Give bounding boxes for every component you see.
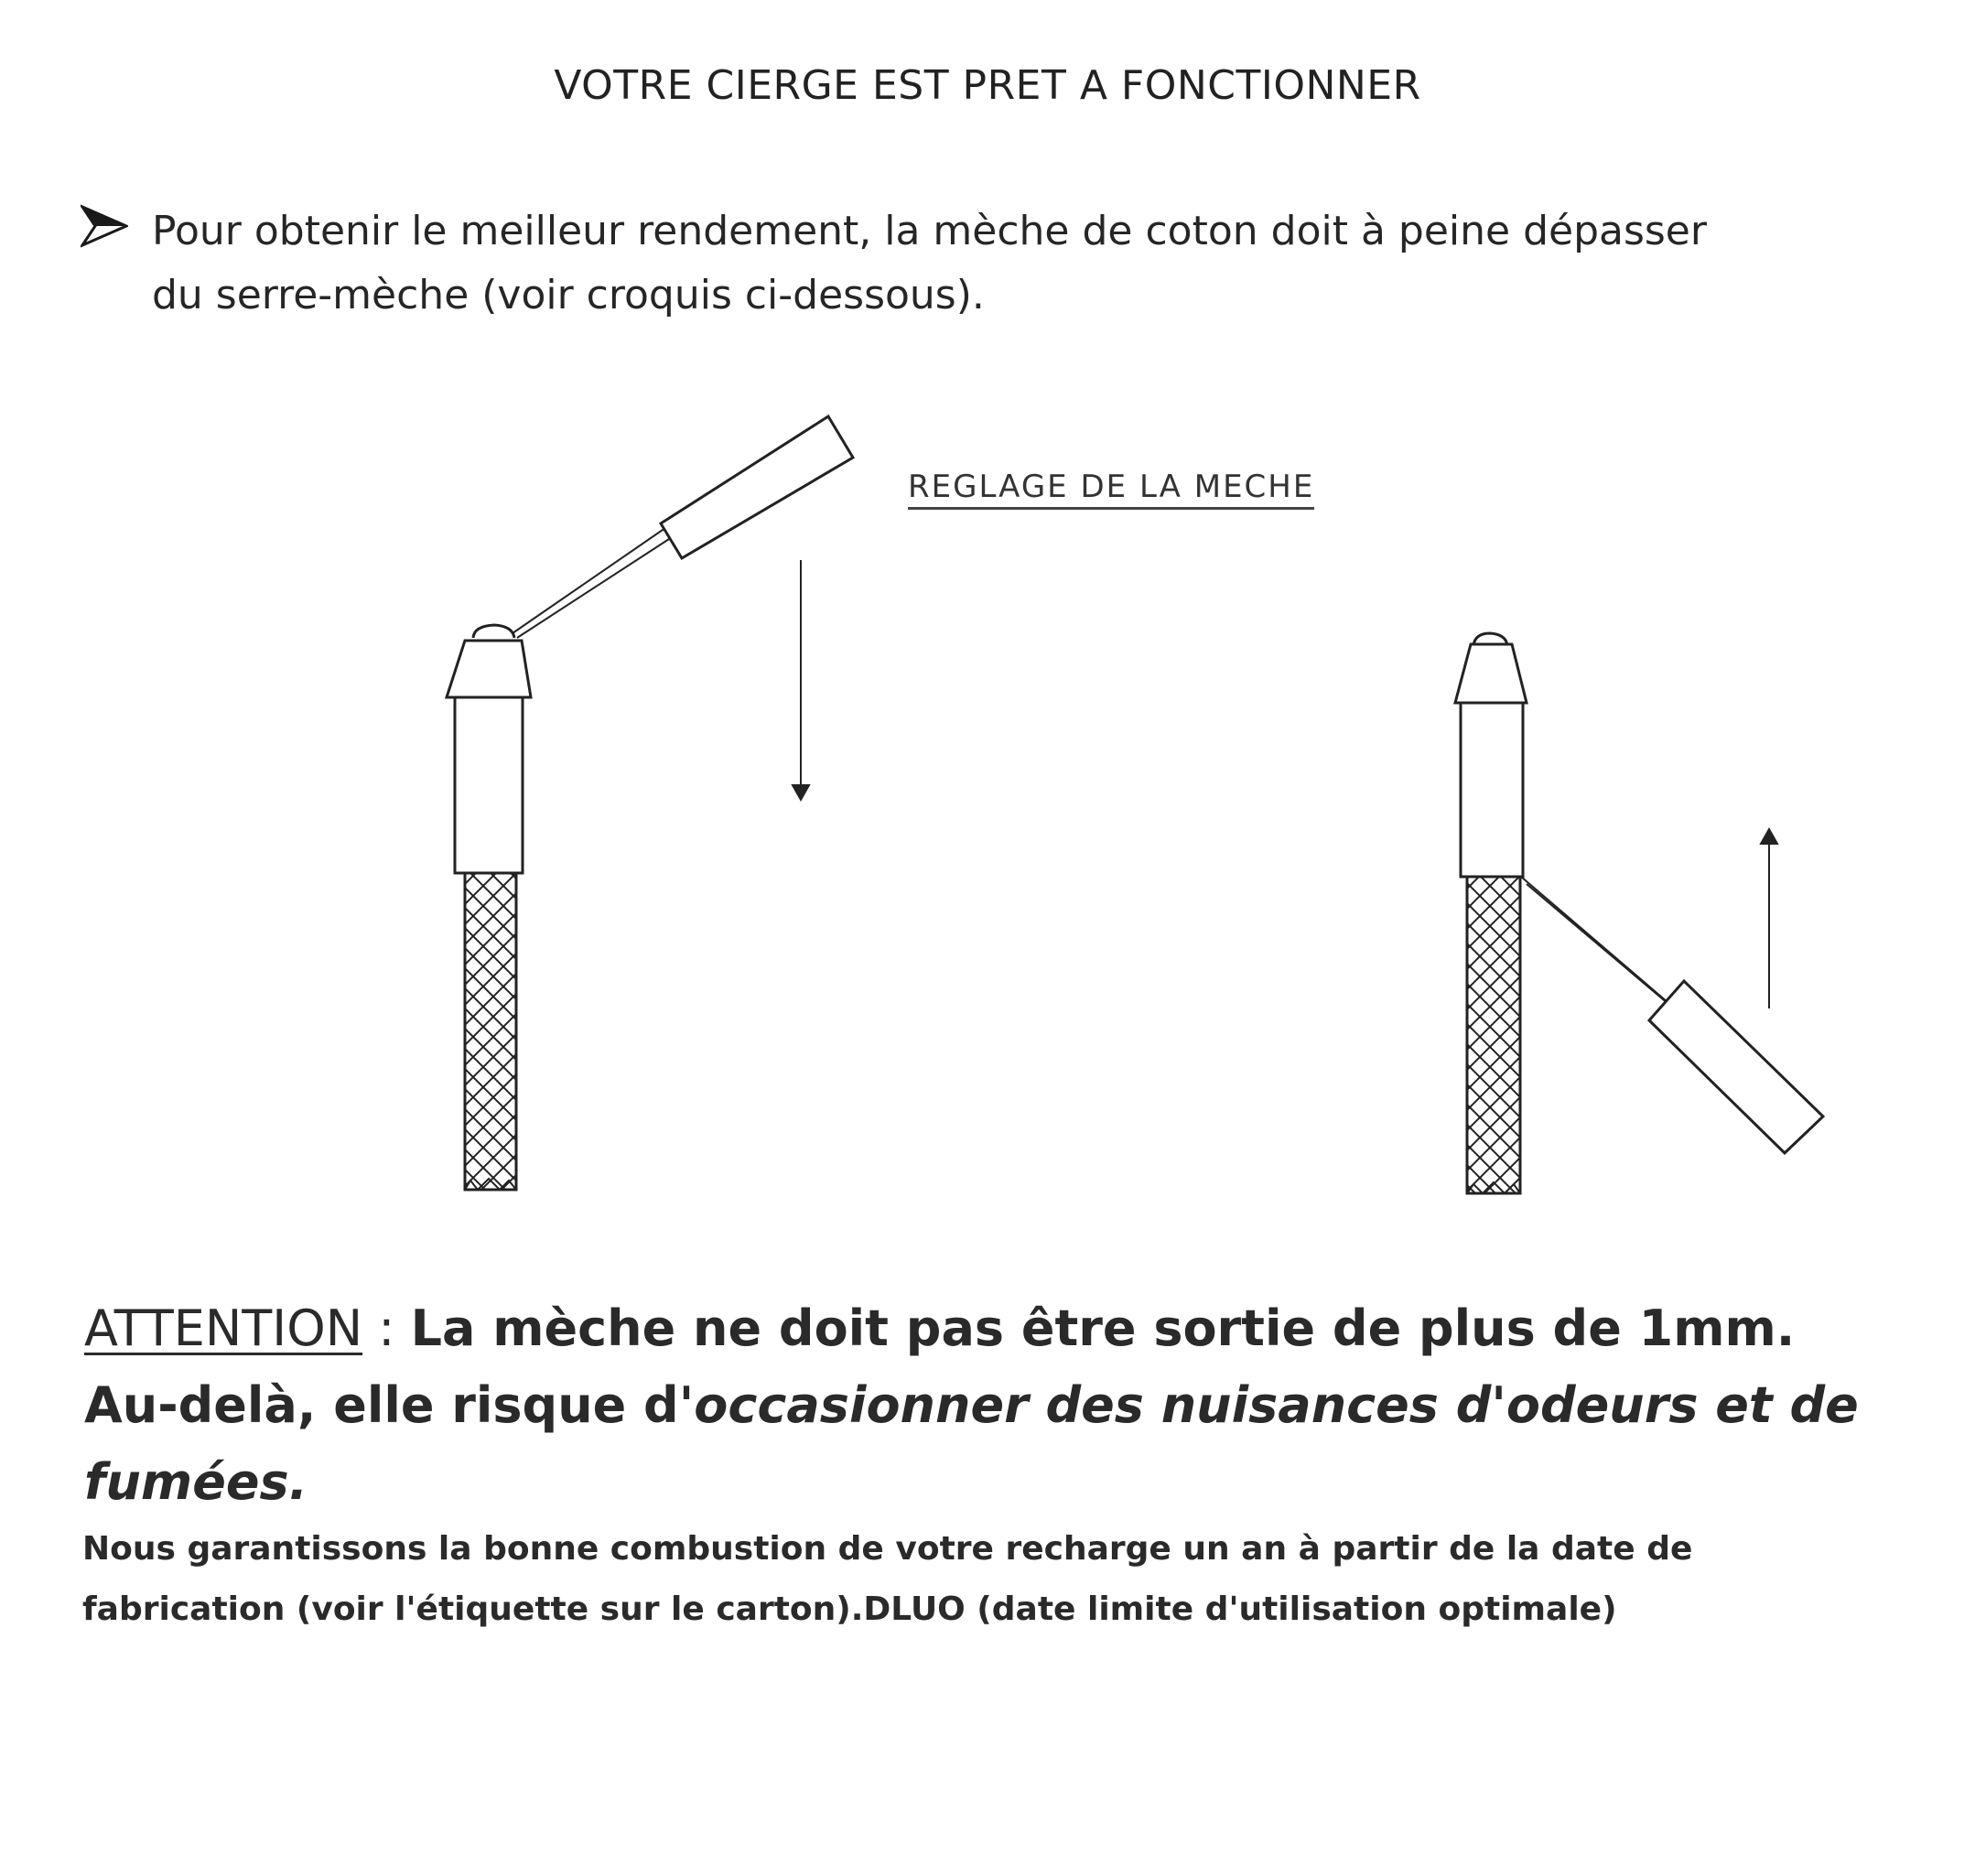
attention-line-3: [84, 1444, 1896, 1521]
attention-line-1-text: La mèche ne doit pas être sortie de plus de 1mm.: [410, 1299, 1796, 1357]
bullet-line-1: Pour obtenir le meilleur rendement, la mèche de coton doit à peine dépasser: [152, 208, 1707, 254]
attention-separator: :: [362, 1299, 411, 1357]
left-candle-braid: [465, 873, 516, 1190]
left-wick-tip: [473, 625, 514, 638]
diagram-title: REGLAGE DE LA MECHE: [908, 469, 1314, 510]
attention-line-2: [84, 1367, 1896, 1444]
attention-label: ATTENTION: [84, 1299, 363, 1357]
right-candle: [1455, 633, 1527, 1193]
attention-line-1: [84, 1290, 1896, 1367]
right-candle-braid: [1467, 877, 1520, 1193]
bullet-line-2: du serre-mèche (voir croquis ci-dessous).: [152, 272, 985, 318]
guarantee-line-2: fabrication (voir l'étiquette sur le carton).DLUO (date limite d'utilisation optimale): [82, 1590, 1617, 1628]
right-wick-holder-tube: [1461, 703, 1523, 877]
left-candle: [447, 625, 531, 1190]
left-wick-holder-cap: [447, 641, 531, 697]
right-wick-holder-cap: [1455, 644, 1527, 703]
attention-line-2-prefix: Au-delà, elle risque d': [84, 1376, 695, 1434]
left-wick-holder-tube: [455, 697, 523, 873]
page-title: VOTRE CIERGE EST PRET A FONCTIONNER: [554, 62, 1421, 109]
guarantee-line-1: Nous garantissons la bonne combustion de votre recharge un an à partir de la date de: [82, 1530, 1693, 1568]
arrow-down-icon: [793, 560, 809, 800]
guarantee-paragraph: [82, 1519, 1876, 1640]
right-tweezers: [1521, 877, 1823, 1153]
attention-line-3-italic: fumées.: [84, 1453, 308, 1511]
attention-line-2-italic: occasionner des nuisances d'odeurs et de: [694, 1376, 1859, 1434]
left-tweezers: [513, 416, 853, 638]
arrow-up-icon: [1761, 829, 1777, 1008]
attention-paragraph: [84, 1290, 1896, 1521]
